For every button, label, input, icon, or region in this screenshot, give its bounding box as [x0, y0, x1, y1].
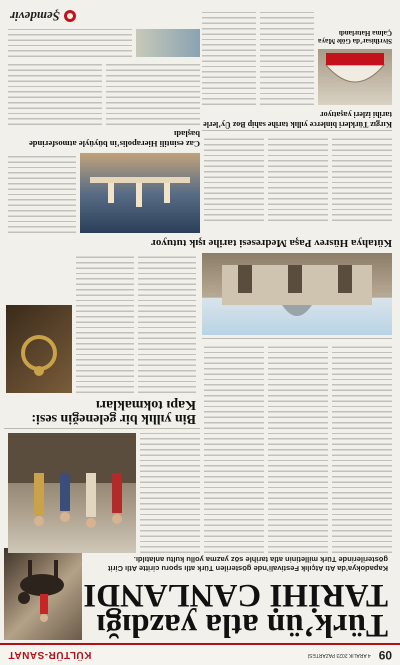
lead-column-1	[332, 343, 392, 553]
story4-column-3	[8, 61, 102, 125]
story4-column-2	[106, 61, 200, 125]
logo-mark-icon	[64, 10, 76, 22]
story5-photo-yurt	[318, 49, 392, 105]
door-knocker-icon	[6, 305, 72, 393]
story3-column-3	[204, 135, 264, 221]
story2-headline: Bin yıllık bir geleneğin sesi: Kapı tokmakları	[31, 397, 196, 426]
lead-headline	[58, 577, 388, 643]
section-title: KÜLTÜR-SANAT	[8, 649, 92, 661]
building-icon	[202, 253, 392, 335]
lead-column-3	[204, 343, 264, 553]
page-number: 09	[378, 648, 392, 662]
yurt-icon	[318, 49, 392, 105]
lead-kicker: Kapadokya’da Atı Atçılık Festivali’nde gösterilen Türk atlı sporu ciritte Atlı Cirit gösterilerinde Türk milletinin atla tarihle söz yazma yollu kultu anlatıldı.	[107, 555, 388, 573]
story2-column-1	[138, 253, 196, 393]
lead-column-4	[140, 433, 200, 553]
story4-headline: Caz esintili Hierapolis’in büyüyle atmosferinde başladı	[29, 129, 200, 149]
festival-crowd-icon	[8, 433, 136, 553]
newspaper-logo	[10, 7, 76, 25]
logo-text: Şemdevir	[10, 9, 60, 24]
story5-headline: Kırgız Türkleri binlerce yıllık tarihe sahip Boz Üy’lerle tarihi izleri yaşatıyor	[203, 110, 392, 129]
story4-photo-hierapolis	[80, 153, 200, 233]
story5-column-2	[202, 9, 256, 105]
lead-headline-line1: Türk’ün atla yazdığı	[96, 607, 388, 643]
divider	[202, 130, 392, 131]
divider	[4, 428, 200, 429]
story6-headline: Sivrihisar’da Göle Maya Çalma Hatırlandı	[317, 29, 392, 45]
story2-column-2	[76, 253, 134, 393]
story4-column-1	[8, 153, 76, 233]
story3-headline: Kütahya Hüsrev Paşa Medresesi tarihe ışık tutuyor	[151, 237, 392, 249]
divider	[202, 338, 392, 339]
story2-photo-knocker	[6, 305, 72, 393]
stage-icon	[80, 153, 200, 233]
lead-headline-line2: TARİHİ CANLANDI	[83, 577, 388, 613]
lead-column-2	[268, 343, 328, 553]
story5-column-1	[260, 9, 314, 105]
lead-photo-horse	[4, 548, 82, 640]
story3-column-1	[332, 135, 392, 221]
horse-rider-icon	[4, 548, 82, 640]
story6-photo-village	[136, 29, 200, 57]
story3-column-2	[268, 135, 328, 221]
footer-column	[8, 29, 132, 57]
lead-photo-festival	[8, 433, 136, 553]
issue-date: 4 ARALIK 2023 PAZARTESİ	[307, 652, 371, 658]
masthead	[0, 643, 400, 665]
story3-photo-medrese	[202, 253, 392, 335]
